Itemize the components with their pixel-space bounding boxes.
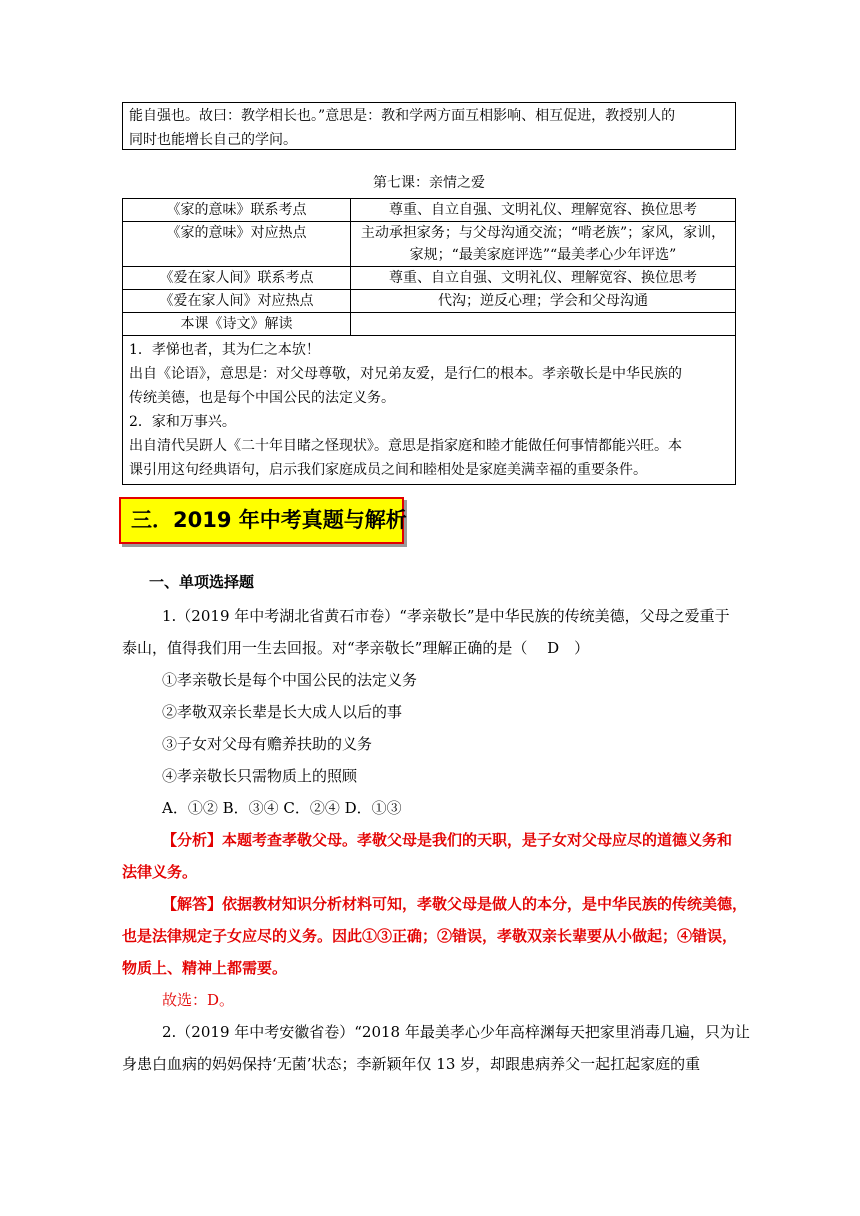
lesson-title: 第七课：亲情之爱 (373, 175, 485, 191)
analysis-tag: 【分析】 (162, 831, 223, 849)
table-row (123, 290, 736, 313)
poem-line: 2．家和万事兴。 (129, 414, 236, 430)
row-content (351, 222, 736, 267)
text-line: 能自强也。故曰：教学相长也。”意思是：教和学两方面互相影响、相互促进，教授别人的 (129, 108, 676, 124)
lesson-table (122, 198, 736, 485)
poem-line: 传统美德，也是每个中国公民的法定义务。 (129, 390, 395, 406)
table-row (123, 336, 736, 485)
row-content-line: 尊重、自立自强、文明礼仪、理解宽容、换位思考 (389, 202, 697, 218)
answer-tag: 【解答】 (162, 895, 223, 913)
row-content (351, 267, 736, 290)
answer-text: 依据教材知识分析材料可知，孝敬父母是做人的本分，是中华民族的传统美德， (222, 895, 748, 913)
table-row (123, 313, 736, 336)
answer-line (122, 888, 748, 920)
continued-text-box (122, 102, 736, 150)
analysis-line (122, 824, 742, 856)
poem-line: 课引用这句经典语句，启示我们家庭成员之间和睦相处是家庭美满幸福的重要条件。 (129, 462, 647, 478)
row-label: 《爱在家人间》对应热点 (123, 290, 351, 313)
answer-line: 物质上、精神上都需要。 (122, 959, 288, 977)
row-content-line: 家规；“最美家庭评选”“最美孝心少年评选” (409, 247, 677, 263)
analysis-line: 法律义务。 (122, 863, 198, 881)
section-subhead: 一、单项选择题 (149, 573, 255, 591)
table-row (123, 222, 736, 267)
option-line: ③子女对父母有赡养扶助的义务 (162, 735, 373, 753)
poem-line: 1．孝悌也者，其为仁之本欤！ (129, 342, 320, 358)
row-content-line: 主动承担家务；与父母沟通交流；“啃老族”；家风，家训， (360, 225, 726, 241)
analysis-text: 本题考查孝敬父母。孝敬父母是我们的天职，是子女对父母应尽的道德义务和 (222, 831, 733, 849)
question-stem-line: 2.（2019 年中考安徽省卷）“2018 年最美孝心少年高梓渊每天把家里消毒几遍，只为让 (162, 1023, 750, 1041)
row-content (351, 313, 736, 336)
question-stem-line: 身患白血病的妈妈保持‘无菌’状态；李新颖年仅 13 岁，却跟患病养父一起扛起家庭的重 (122, 1055, 701, 1073)
choices-line: A．①② B．③④ C．②④ D．①③ (162, 799, 402, 817)
question-stem-line: 泰山，值得我们用一生去回报。对“孝亲敬长”理解正确的是（ D ） (122, 639, 590, 657)
row-content (351, 199, 736, 222)
option-line: ②孝敬双亲长辈是长大成人以后的事 (162, 703, 403, 721)
poem-line: 出自《论语》，意思是：对父母尊敬，对兄弟友爱，是行仁的根本。孝亲敬长是中华民族的 (129, 366, 682, 382)
section-banner: 三．2019 年中考真题与解析 (119, 497, 404, 544)
row-label: 《家的意味》对应热点 (123, 222, 351, 267)
question-section (122, 570, 750, 1080)
answer-line: 也是法律规定子女应尽的义务。因此①③正确；②错误，孝敬双亲长辈要从小做起；④错误， (122, 927, 738, 945)
row-label: 《家的意味》联系考点 (123, 199, 351, 222)
row-content-line: 代沟；逆反心理；学会和父母沟通 (438, 293, 648, 309)
row-label: 本课《诗文》解读 (123, 313, 351, 336)
row-label: 《爱在家人间》联系考点 (123, 267, 351, 290)
option-line: ④孝亲敬长只需物质上的照顾 (162, 767, 358, 785)
poem-line: 出自清代吴趼人《二十年目睹之怪现状》。意思是指家庭和睦才能做任何事情都能兴旺。本 (129, 438, 682, 454)
poem-interpretation (123, 336, 736, 485)
text-line: 同时也能增长自己的学问。 (129, 132, 297, 148)
table-row (123, 199, 736, 222)
result-line: 故选：D。 (162, 991, 235, 1009)
table-row (123, 267, 736, 290)
row-content (351, 290, 736, 313)
question-stem-line: 1.（2019 年中考湖北省黄石市卷）“孝亲敬长”是中华民族的传统美德，父母之爱重于 (162, 607, 730, 625)
option-line: ①孝亲敬长是每个中国公民的法定义务 (162, 671, 418, 689)
row-content-line: 尊重、自立自强、文明礼仪、理解宽容、换位思考 (389, 270, 697, 286)
